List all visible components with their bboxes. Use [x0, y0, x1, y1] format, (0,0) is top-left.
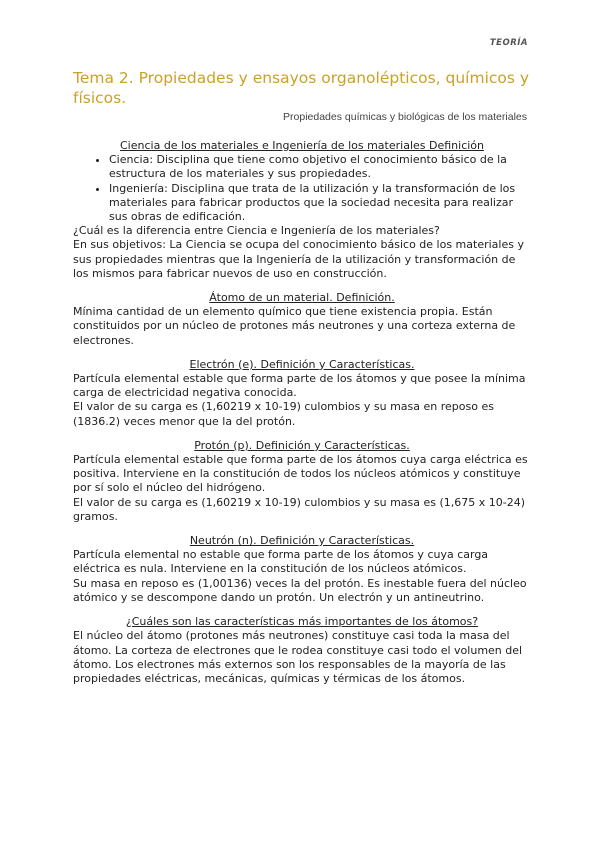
list-item: • Ciencia: Disciplina que tiene como objetivo el conocimiento básico de la estructura de los materiales y sus propiedades. — [109, 153, 531, 181]
heading-neutron: Neutrón (n). Definición y Características. — [189, 534, 415, 548]
heading-ciencia: Ciencia de los materiales e Ingeniería de los materiales Definición — [120, 139, 484, 152]
paragraph-caracteristicas: El núcleo del átomo (protones más neutrones) constituye casi toda la masa del átomo. La corteza de electrones que le rodea constituye casi todo el volumen del átomo. Los electrones más externos son los responsables de la mayoría de las propiedades eléctricas, mecánicas, químicas y térmicas de los átomos. — [73, 629, 523, 685]
definition-list — [73, 153, 531, 224]
paragraph-proton-2: El valor de su carga es (1,60219 x 10-19) culombios y su masa es (1,675 x 10-24) gramos. — [73, 495, 526, 523]
paragraph-neutron-2: Su masa en reposo es (1,00136) veces la del protón. Es inestable fuera del núcleo atómico y se descompone dando un protón. Un electrón y un antineutrino. — [73, 576, 527, 604]
heading-proton: Protón (p). Definición y Características. — [194, 438, 410, 452]
section-tag: TEORÍA — [489, 38, 528, 48]
paragraph-electron-1: Partícula elemental estable que forma parte de los átomos y que posee la mínima carga de electricidad negativa conocida. — [73, 372, 526, 400]
list-item: • Ingeniería: Disciplina que trata de la utilización y la transformación de los materiales para fabricar productos que la sociedad necesita para realizar sus obras de edificación. — [109, 182, 531, 225]
paragraph-electron-2: El valor de su carga es (1,60219 x 10-19) culombios y su masa en reposo es (1836.2) veces menor que la del protón. — [73, 400, 494, 428]
heading-electron: Electrón (e). Definición y Características. — [189, 357, 415, 371]
answer-text: En sus objetivos: La Ciencia se ocupa del conocimiento básico de los materiales y sus propiedades mientras que la Ingeniería de la utilización y transformación de los mismos para fabricar nuevos de uso en construcción. — [73, 238, 524, 280]
heading-atomo: Átomo de un material. Definición. — [209, 291, 395, 305]
paragraph-atomo: Mínima cantidad de un elemento químico que tiene existencia propia. Están constituidos por un núcleo de protones más neutrones y una corteza externa de electrones. — [73, 305, 516, 347]
question-text: ¿Cuál es la diferencia entre Ciencia e Ingeniería de los materiales? — [73, 224, 440, 238]
paragraph-proton-1: Partícula elemental estable que forma parte de los átomos cuya carga eléctrica es positiva. Interviene en la constitución de todos los núcleos atómicos y constituye por sí solo el núcleo del hidrógeno. — [73, 453, 528, 495]
document-body — [73, 139, 531, 686]
heading-caracteristicas: ¿Cuáles son las características más importantes de los átomos? — [125, 615, 479, 629]
page-subtitle: Propiedades químicas y biológicas de los materiales — [283, 111, 527, 123]
paragraph-neutron-1: Partícula elemental no estable que forma parte de los átomos y cuya carga eléctrica es nula. Interviene en la constitución de los núcleos atómicos. — [73, 548, 489, 576]
page-title: Tema 2. Propiedades y ensayos organolépticos, químicos y físicos. — [73, 69, 530, 107]
